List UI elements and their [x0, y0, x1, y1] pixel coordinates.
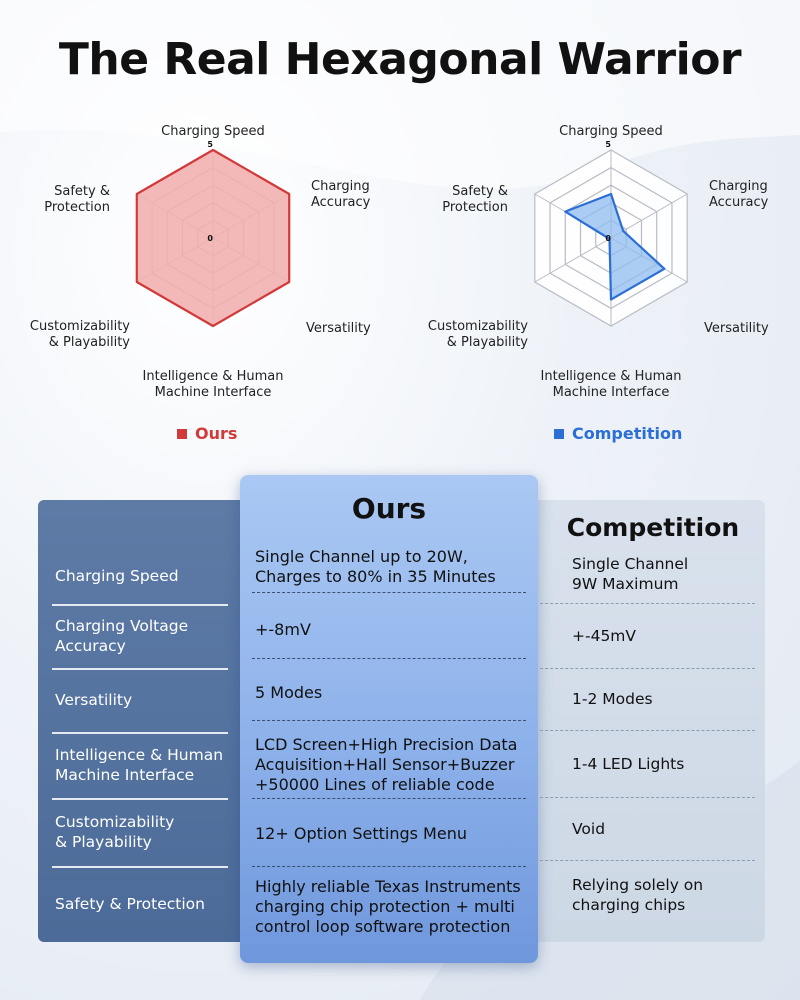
page-title: The Real Hexagonal Warrior: [58, 34, 742, 85]
feature-cell: [55, 732, 233, 798]
feature-cell: [55, 668, 233, 732]
competition-cell: [572, 668, 762, 730]
ours-cell-line: Single Channel up to 20W,: [255, 547, 468, 566]
radar-tick-max: 5: [605, 140, 611, 149]
competition-cell: [572, 860, 762, 930]
feature-cell-line: Charging Voltage: [55, 617, 189, 635]
legend-ours: [177, 424, 237, 443]
ours-cell-line: +50000 Lines of reliable code: [255, 775, 495, 794]
ours-cell: [255, 664, 535, 722]
legend-swatch-ours: [177, 429, 187, 439]
radar-tick-max: 5: [207, 140, 213, 149]
competition-cell-line: Relying solely on: [572, 876, 704, 894]
legend-swatch-competition: [554, 429, 564, 439]
radar-axis-label-2: Versatility: [704, 321, 769, 336]
competition-cell-line: Void: [572, 819, 606, 838]
ours-row-divider: [252, 658, 526, 659]
radar-chart-ours: [8, 118, 408, 418]
competition-cell-line: Single Channel: [572, 555, 689, 573]
table-header-ours: Ours: [351, 492, 427, 525]
feature-cell: [55, 798, 233, 866]
radar-axis-label-2: Versatility: [306, 321, 371, 336]
feature-cell-line: Intelligence & Human: [55, 746, 224, 764]
ours-cell-line: Charges to 80% in 35 Minutes: [255, 567, 496, 586]
competition-cell: [572, 730, 762, 797]
ours-cell: [255, 870, 535, 944]
radar-tick-min: 0: [207, 234, 213, 243]
feature-cell: [55, 604, 233, 668]
ours-cell-line: charging chip protection + multi: [255, 897, 515, 916]
radar-axis-label-0: Charging Speed: [161, 124, 265, 139]
ours-cell: [255, 800, 535, 868]
feature-cell-line: Machine Interface: [55, 766, 195, 784]
feature-cell: [55, 866, 233, 942]
feature-cell-line: Charging Speed: [55, 567, 179, 585]
ours-cell: [255, 730, 535, 800]
ours-cell-line: +-8mV: [255, 620, 311, 639]
feature-cell-line: & Playability: [55, 833, 152, 851]
feature-cell-line: Accuracy: [55, 637, 126, 655]
radar-chart-competition: [406, 118, 800, 418]
radar-axis-label-1: Charging Accuracy: [311, 179, 371, 210]
radar-axis-label-5: Safety & Protection: [442, 184, 508, 215]
feature-cell-line: Safety & Protection: [55, 895, 205, 913]
radar-axis-label-1: Charging Accuracy: [709, 179, 769, 210]
ours-cell-line: 5 Modes: [255, 683, 323, 702]
radar-axis-label-4: Customizability & Playability: [29, 319, 130, 350]
ours-cell: [255, 540, 535, 594]
table-header-competition: Competition: [566, 513, 740, 542]
radar-axis-label-0: Charging Speed: [559, 124, 663, 139]
radar-axis-label-3: Intelligence & Human Machine Interface: [142, 369, 284, 400]
ours-cell-line: LCD Screen+High Precision Data: [255, 735, 518, 754]
ours-cell: [255, 600, 535, 660]
competition-cell-line: charging chips: [572, 896, 686, 914]
competition-cell-line: +-45mV: [572, 626, 637, 645]
competition-cell: [572, 797, 762, 860]
ours-row-divider: [252, 592, 526, 593]
ours-cell-line: control loop software protection: [255, 917, 511, 936]
ours-cell-line: 12+ Option Settings Menu: [255, 824, 467, 843]
competition-cell: [572, 603, 762, 668]
feature-cell-line: Customizability: [55, 813, 175, 831]
ours-cell-line: Highly reliable Texas Instruments: [255, 877, 521, 896]
ours-row-divider: [252, 866, 526, 867]
ours-row-divider: [252, 720, 526, 721]
ours-cell-line: Acquisition+Hall Sensor+Buzzer: [255, 755, 515, 774]
radar-axis-label-5: Safety & Protection: [44, 184, 110, 215]
radar-tick-min: 0: [605, 234, 611, 243]
radar-series-ours: [137, 150, 289, 326]
ours-row-divider: [252, 798, 526, 799]
competition-cell-line: 1-4 LED Lights: [572, 754, 685, 773]
radar-axis-label-3: Intelligence & Human Machine Interface: [540, 369, 682, 400]
competition-cell-line: 9W Maximum: [572, 575, 679, 593]
radar-axis-label-4: Customizability & Playability: [427, 319, 528, 350]
legend-label-competition: Competition: [572, 424, 683, 443]
competition-cell-line: 1-2 Modes: [572, 690, 653, 708]
legend-label-ours: Ours: [195, 424, 238, 443]
feature-cell-line: Versatility: [55, 691, 133, 709]
competition-cell: [572, 545, 762, 603]
legend-competition: [554, 424, 682, 443]
feature-cell: [55, 548, 233, 604]
